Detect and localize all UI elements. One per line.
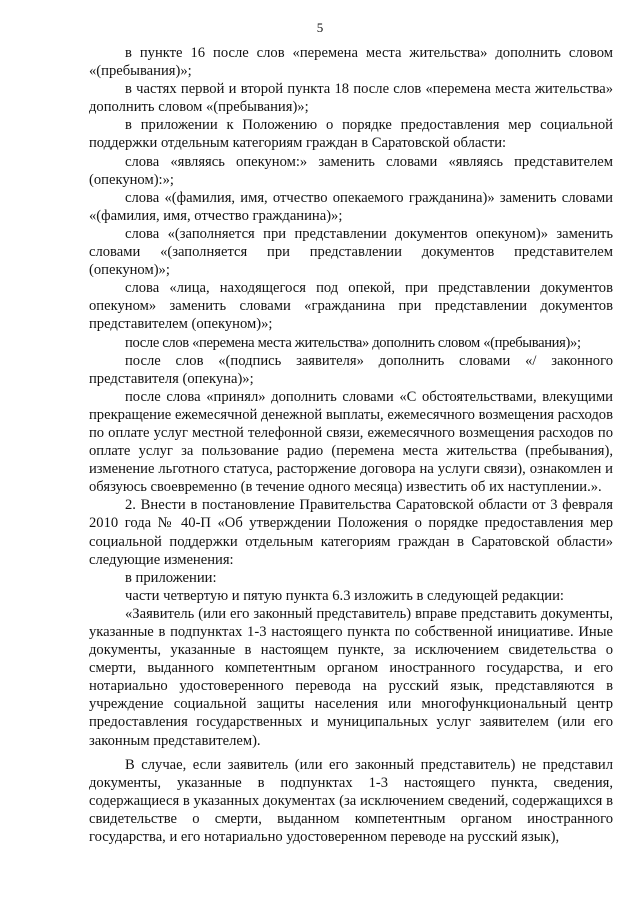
document-body bbox=[89, 44, 613, 846]
paragraph-signature: после слов «(подпись заявителя» дополнить словами «/ законного представителя (опекуна)»; bbox=[89, 352, 613, 387]
paragraph-appendix-intro: в приложении к Положению о порядке предоставления мер социальной поддержки отдельным категориям граждан в Саратовской области: bbox=[89, 117, 613, 152]
paragraph-person-under-guardianship: слова «лица, находящегося под опекой, при представлении документов опекуном» заменить словами «гражданина при представлении документов представителем (опекуном)»; bbox=[89, 280, 613, 333]
paragraph-if-not-submitted: В случае, если заявитель (или его законный представитель) не представил документы, указанные в подпунктах 1-3 настоящего пункта, сведения, содержащиеся в указанных документах (за исключением сведений, содержащихся в свидетельстве о смерти, выданном компетентным органом иностранного государства, и его нотариально удостоверенном переводе на русский язык), bbox=[89, 756, 613, 846]
paragraph-guardian-words: слова «являясь опекуном:» заменить словами «являясь представителем (опекуном):»; bbox=[89, 153, 613, 188]
paragraph-residence-change: после слов «перемена места жительства» дополнить словом «(пребывания)»; bbox=[125, 334, 581, 351]
paragraph-point-18: в частях первой и второй пункта 18 после слов «перемена места жительства» дополнить словом «(пребывания)»; bbox=[89, 81, 613, 116]
page-number: 5 bbox=[316, 20, 324, 35]
paragraph-point-16: в пункте 16 после слов «перемена места жительства» дополнить словом «(пребывания)»; bbox=[89, 45, 613, 80]
paragraph-in-appendix: в приложении: bbox=[125, 569, 217, 586]
paragraph-section-2: 2. Внести в постановление Правительства Саратовской области от 3 февраля 2010 года № 40-П «Об утверждении Положения о порядке предоставления мер социальной поддержки отдельным категориям граждан в Саратовской области» следующие изменения: bbox=[89, 497, 613, 568]
paragraph-applicant-documents: «Заявитель (или его законный представитель) вправе представить документы, указанные в подпунктах 1-3 настоящего пункта по собственной инициативе. Иные документы, указанные в настоящем пункте, за исключением свидетельства о смерти, выданного компетентным органом иностранного государства, и его нотариально удостоверенного перевода на русский язык, представляются в учреждение социальной защиты населения или многофункциональный центр предоставления государственных и муниципальных услуг заявителем (или его законным представителем). bbox=[89, 605, 613, 749]
paragraph-name-words: слова «(фамилия, имя, отчество опекаемого гражданина)» заменить словами «(фамилия, имя, отчество гражданина)»; bbox=[89, 189, 613, 224]
paragraph-point-6-3: части четвертую и пятую пункта 6.3 изложить в следующей редакции: bbox=[125, 587, 564, 604]
paragraph-accepted: после слова «принял» дополнить словами «С обстоятельствами, влекущими прекращение ежемесячной денежной выплаты, ежемесячного возмещения расходов по оплате услуг местной телефонной связи, ежемесячного возмещения расходов по оплате услуг за пользование радио (перемена места жительства (пребывания), изменение льготного статуса, расторжение договора на услуги связи), ознакомлен и обязуюсь своевременно (в течение одного месяца) известить об их наступлении.». bbox=[89, 388, 613, 496]
paragraph-filled-by-guardian: слова «(заполняется при представлении документов опекуном)» заменить словами «(заполняется при представлении документов представителем (опекуном)»; bbox=[89, 225, 613, 279]
